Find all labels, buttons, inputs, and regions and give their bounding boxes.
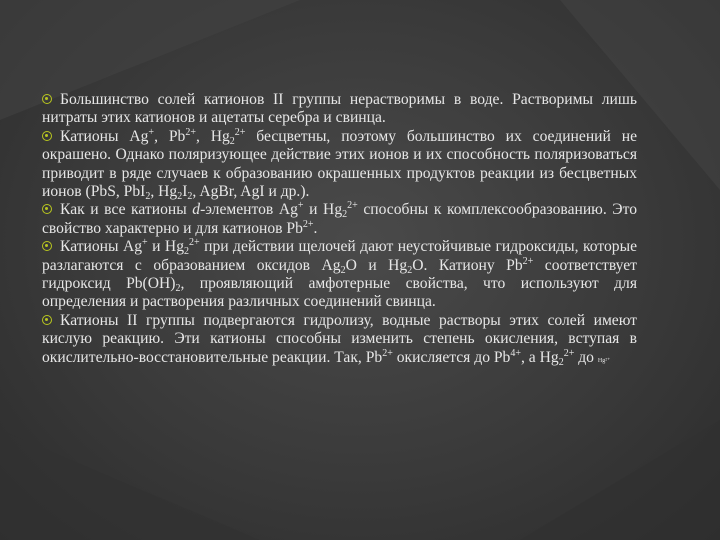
paragraph-1: Большинство солей катионов II группы нерастворимы в воде. Растворимы лишь нитраты этих катионов и ацетаты серебра и свинца. (42, 91, 637, 127)
paragraph-2: Катионы Ag+, $Pb^{2+}$, $Hg_2^{2+}$ бесцветны, поэтому большинство их соединений не окрашено. Однако поляризующее действие этих ионов и их способность поляризоваться приводит в ряде случаев к образованию окрашенных продуктов реакции из бесцветных ионов (PbS, PbI$_2$, $Hg_2I_2$, AgBr, AgI и др.). (42, 126, 637, 203)
bullet-icon (42, 315, 52, 325)
bullet-icon (42, 94, 52, 104)
slide-body-text (42, 91, 637, 370)
paragraph-3: Как и все катионы d-элементов Ag+ и $Hg_2^{2+}$ способны к комплексообразованию. Это свойство характерно и для катионов $Pb^{2+}$. (42, 200, 637, 237)
bullet-icon (42, 131, 52, 141)
paragraph-5: Катионы II группы подвергаются гидролизу, водные растворы этих солей имеют кислую реакцию. Эти катионы способны изменить степень окисления, вступая в окислительно-восстановительные реакции. Так, $Pb^{2+}$ окисляется до $Pb^{4+}$, а $Hg_2^{2+}$ до Hg²⁺ (42, 311, 637, 368)
bullet-icon (42, 204, 52, 214)
paragraph-4: Катионы Ag+ и $Hg_2^{2+}$ при действии щелочей дают неустойчивые гидроксиды, которые разлагаются с образованием оксидов $Ag_2O$ и $Hg_2O$. Катиону $Pb^{2+}$ соответствует гидроксид $Pb(OH)_2$, проявляющий амфотерные свойства, что используют для определения и растворения различных соединений свинца. (42, 237, 637, 311)
bullet-icon (42, 241, 52, 251)
